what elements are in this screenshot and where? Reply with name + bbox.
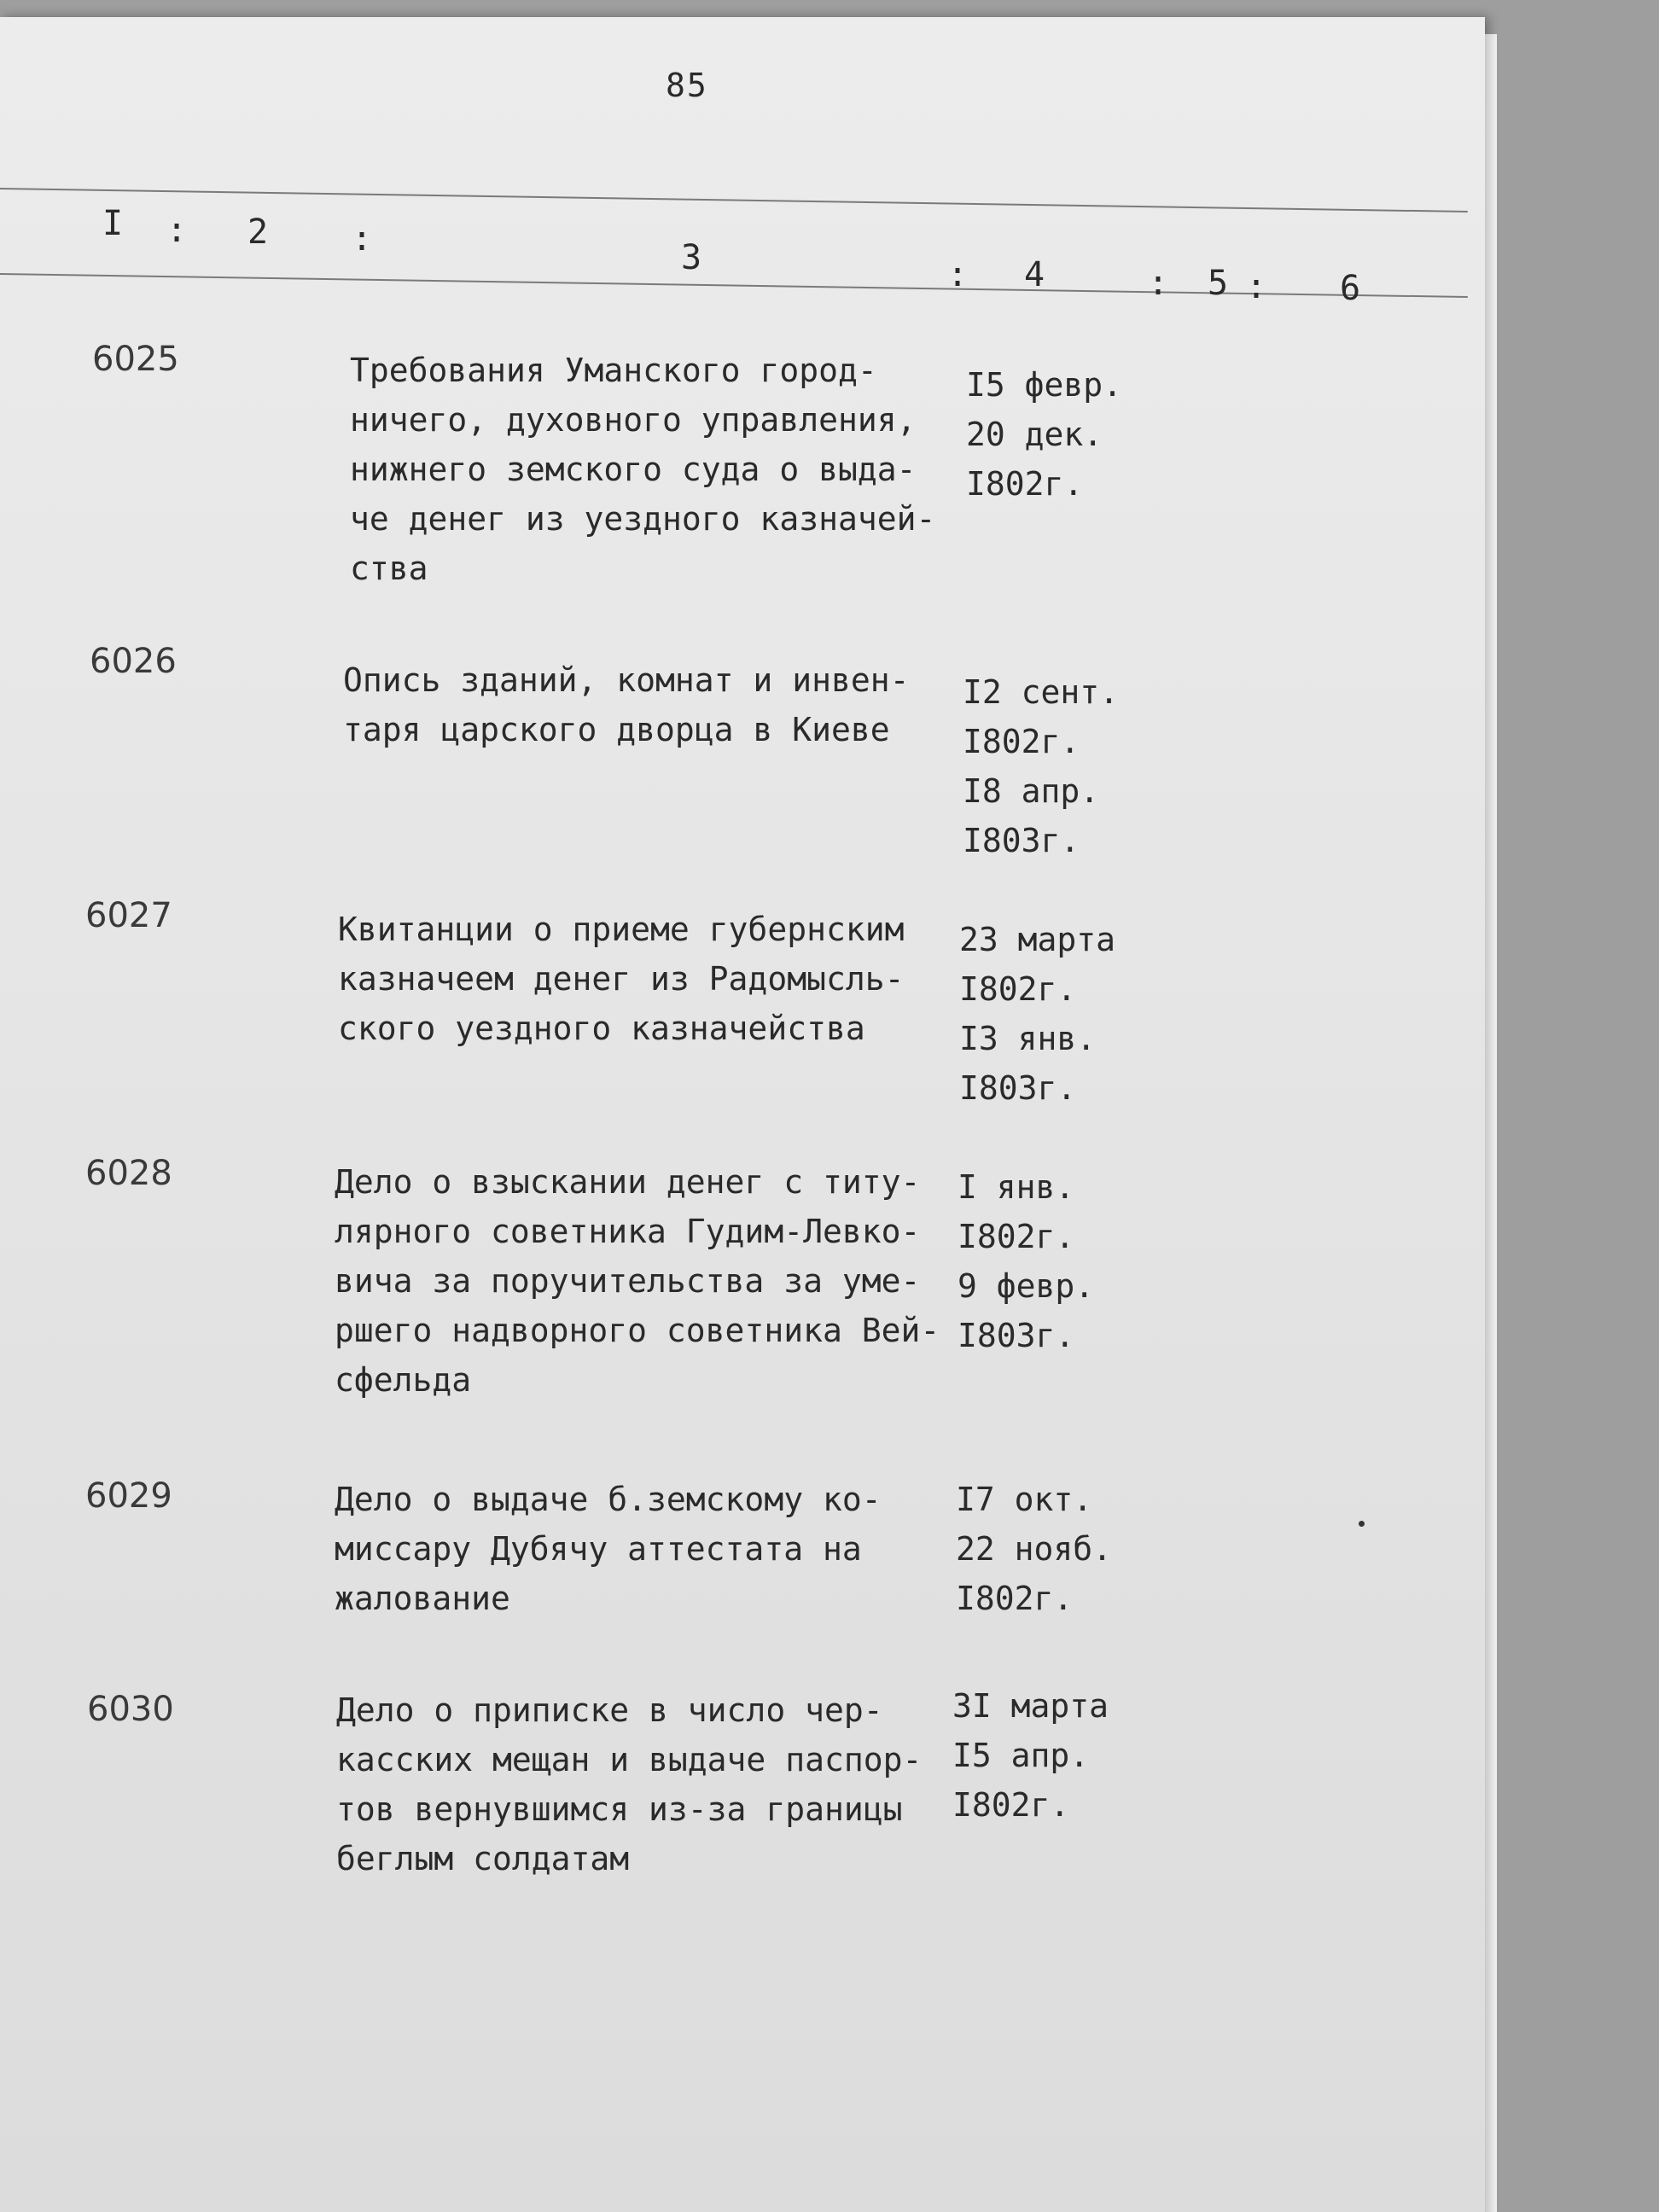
column-header-5: 5 bbox=[1208, 264, 1229, 303]
entry-dates: 23 марта I802г. I3 янв. I803г. bbox=[959, 921, 1116, 1107]
entry-title: Дело о взыскании денег с титу- лярного советника Гудим-Левко- вича за поручительства за уме- ршего надворного советника Вей- сфельда bbox=[335, 1163, 940, 1399]
entry-title: Требования Уманского город- ничего, духовного управления, нижнего земского суда о выда- че денег из уездного казначей- ства bbox=[350, 352, 936, 587]
column-separator-2: : bbox=[352, 219, 373, 259]
entry-dates: I2 сент. I802г. I8 апр. I803г. bbox=[963, 673, 1120, 859]
entry-title: Квитанции о приеме губернским казначеем денег из Радомысль- ского уездного казначейства bbox=[338, 911, 905, 1047]
entry-number: 6028 bbox=[85, 1154, 172, 1193]
entry-number: 6030 bbox=[87, 1690, 174, 1729]
column-header-3: 3 bbox=[681, 238, 702, 277]
page-number: 85 bbox=[666, 67, 708, 104]
column-header-6: 6 bbox=[1340, 269, 1361, 308]
entry-title: Дело о приписке в число чер- касских мещан и выдаче паспор- тов вернувшимся из-за границы беглым солдатам bbox=[336, 1691, 923, 1877]
page-edge bbox=[1485, 34, 1497, 2212]
column-separator-3: : bbox=[947, 255, 969, 294]
entry-dates: 3I марта I5 апр. I802г. bbox=[952, 1687, 1109, 1824]
entry-number: 6027 bbox=[85, 896, 172, 935]
column-separator-5: : bbox=[1246, 267, 1267, 306]
header-rule-top bbox=[0, 188, 1468, 212]
entry-dates: I7 окт. 22 нояб. I802г. bbox=[956, 1481, 1113, 1617]
entry-number: 6029 bbox=[85, 1476, 172, 1516]
column-separator-1: : bbox=[166, 211, 188, 250]
entry-title: Опись зданий, комнат и инвен- таря царского дворца в Киеве bbox=[343, 661, 910, 748]
column-header-2: 2 bbox=[247, 212, 269, 252]
column-header-1: I bbox=[102, 204, 124, 243]
entry-number: 6026 bbox=[90, 642, 177, 681]
entry-number: 6025 bbox=[92, 340, 179, 379]
column-separator-4: : bbox=[1148, 264, 1169, 303]
entry-title: Дело о выдаче б.земскому ко- миссару Дубячу аттестата на жалование bbox=[335, 1481, 882, 1617]
document-page bbox=[0, 17, 1485, 2212]
entry-dates: I янв. I802г. 9 февр. I803г. bbox=[958, 1168, 1095, 1354]
ink-speck bbox=[1359, 1521, 1365, 1527]
column-header-4: 4 bbox=[1024, 255, 1045, 294]
entry-dates: I5 февр. 20 дек. I802г. bbox=[966, 366, 1123, 503]
